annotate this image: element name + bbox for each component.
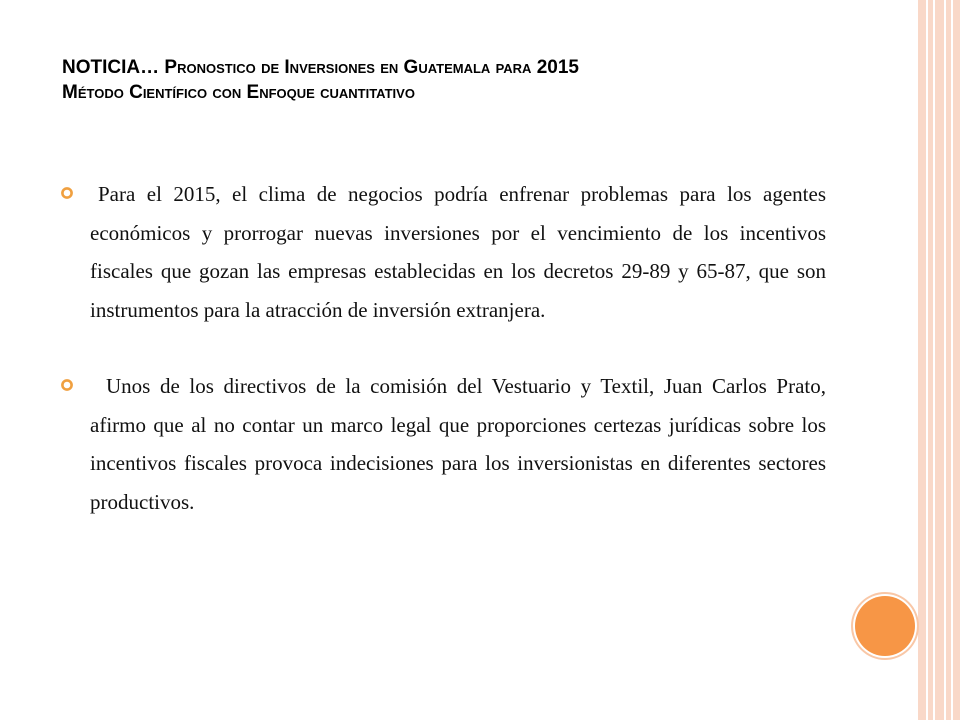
slide-title — [62, 55, 862, 105]
title-main: Pronostico de Inversiones en Guatemala para 2015 — [164, 57, 579, 78]
right-stripe-band — [918, 0, 960, 720]
bullet-ring-icon — [60, 378, 74, 392]
stripe-divider — [933, 0, 935, 720]
title-line-2: Método Científico con Enfoque cuantitativo — [62, 82, 415, 103]
stripe-divider — [951, 0, 953, 720]
bullet-text: Unos de los directivos de la comisión del Vestuario y Textil, Juan Carlos Prato, afirmo que al no contar un marco legal que proporciones certezas jurídicas sobre los incentivos fiscales provoca indecisiones para los inversionistas en diferentes sectores productivos. — [90, 374, 826, 514]
slide-body — [60, 175, 826, 521]
title-line-1 — [62, 55, 862, 80]
bullet-item — [60, 175, 826, 329]
stripe-divider — [944, 0, 946, 720]
bullet-text: Para el 2015, el clima de negocios podría enfrenar problemas para los agentes económicos y prorrogar nuevas inversiones por el vencimiento de los incentivos fiscales que gozan las empresas establecidas en los decretos 29-89 y 65-87, que son instrumentos para la atracción de inversión extranjera. — [90, 182, 826, 322]
bullet-ring-icon — [60, 186, 74, 200]
bullet-item — [60, 367, 826, 521]
title-lead: NOTICIA… — [62, 57, 165, 78]
stripe-divider — [926, 0, 928, 720]
accent-circle — [855, 596, 915, 656]
